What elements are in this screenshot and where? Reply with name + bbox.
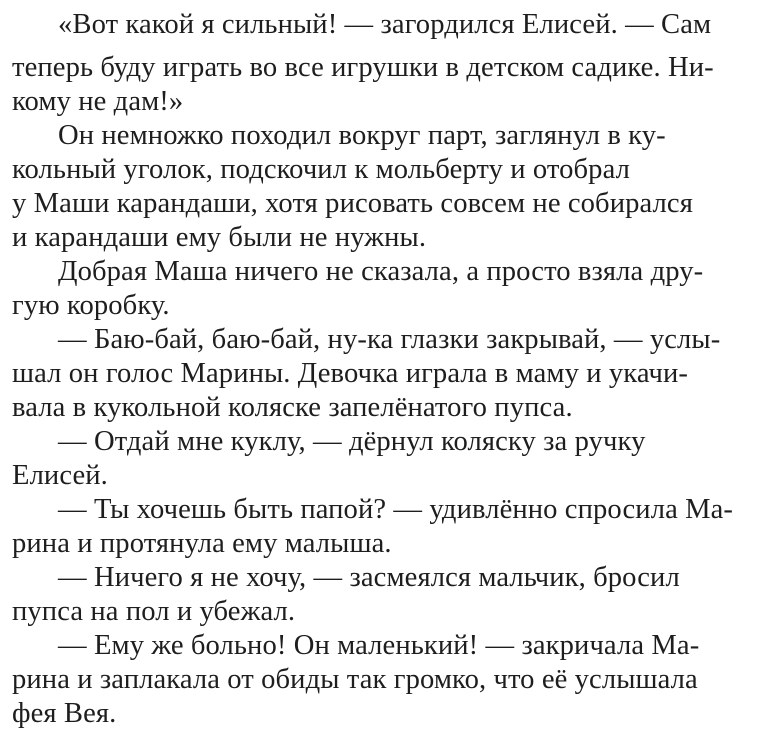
text-line: теперь буду играть во все игрушки в детском садике. Ни- xyxy=(12,52,714,83)
text-line: «Вот какой я сильный! — загордился Елисей. — Сам xyxy=(58,9,712,40)
text-line: — Ты хочешь быть папой? — удивлённо спросила Ма- xyxy=(58,494,734,525)
text-line: — Отдай мне куклу, — дёрнул коляску за ручку xyxy=(58,426,646,457)
text-line: шал он голос Марины. Девочка играла в маму и укачи- xyxy=(12,358,689,389)
text-line: Он немножко походил вокруг парт, заглянул в ку- xyxy=(58,120,666,151)
text-line: рина и заплакала от обиды так громко, что её услышала xyxy=(12,664,698,695)
text-line: — Баю-бай, баю-бай, ну-ка глазки закрывай, — услы- xyxy=(58,324,721,355)
text-line: рина и протянула ему малыша. xyxy=(12,528,392,559)
text-line: фея Вея. xyxy=(12,698,117,729)
text-line: — Ему же больно! Он маленький! — закричала Ма- xyxy=(58,630,700,661)
text-line: пупса на пол и убежал. xyxy=(12,596,296,627)
text-line: кому не дам!» xyxy=(12,86,184,117)
text-line: — Ничего я не хочу, — засмеялся мальчик, бросил xyxy=(58,562,680,593)
text-line: и карандаши ему были не нужны. xyxy=(12,222,427,253)
text-line: кольный уголок, подскочил к мольберту и отобрал xyxy=(12,154,630,185)
text-line: вала в кукольной коляске запелёнатого пупса. xyxy=(12,392,573,423)
text-line: Елисей. xyxy=(12,460,108,491)
text-line: гую коробку. xyxy=(12,290,170,321)
text-line: у Маши карандаши, хотя рисовать совсем не собирался xyxy=(12,188,693,219)
text-line: Добрая Маша ничего не сказала, а просто взяла дру- xyxy=(58,256,704,287)
